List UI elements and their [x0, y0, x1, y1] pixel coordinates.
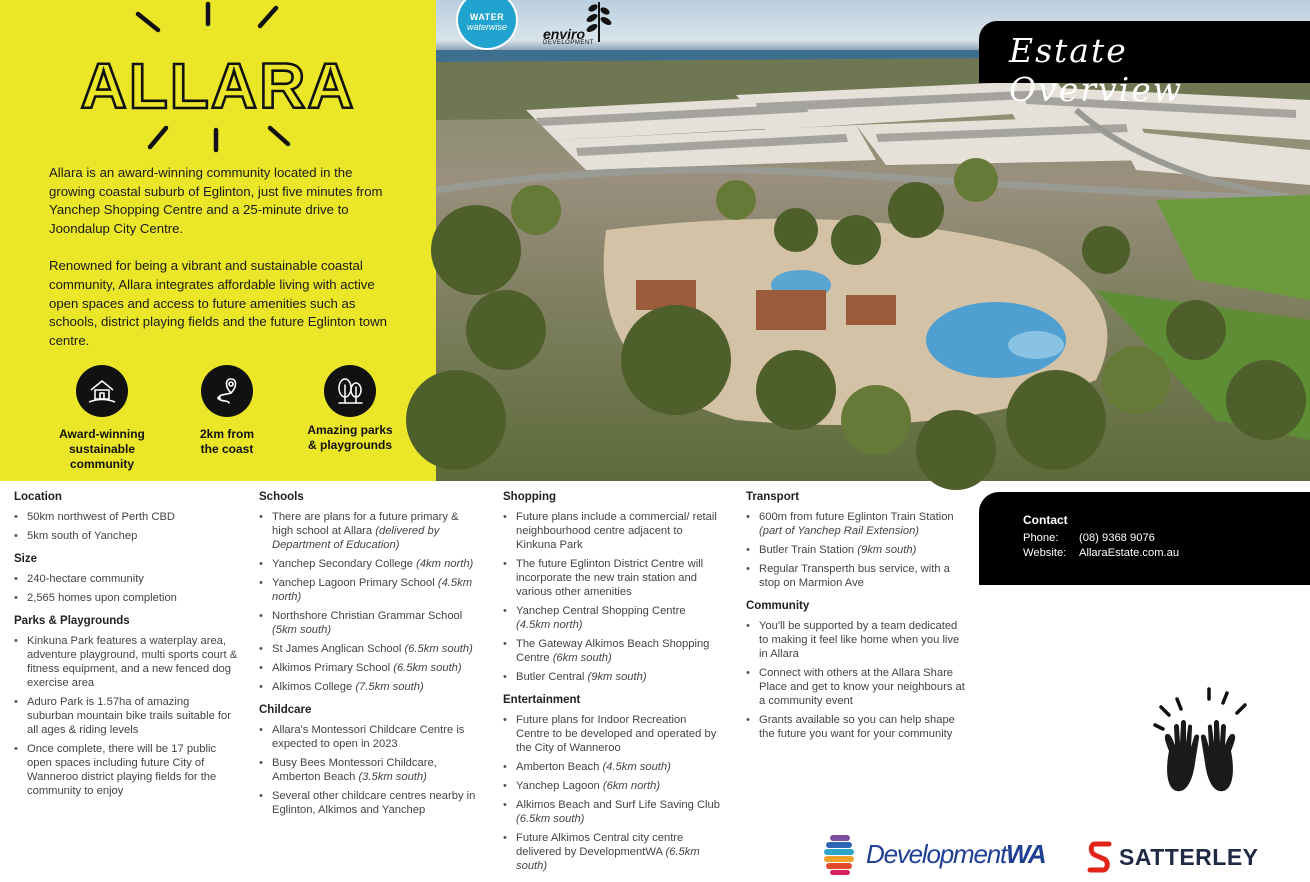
feature-2-line-1: 2km from: [199, 427, 255, 441]
shopping-section: [503, 490, 721, 684]
schools-item: • Yanchep Secondary College (4km north): [259, 557, 481, 571]
developmentwa-name: DevelopmentWA: [866, 838, 1046, 869]
phone-label: Phone:: [1023, 532, 1059, 544]
entertainment-item: • Amberton Beach (4.5km south): [503, 760, 721, 774]
feature-3-line-1: Amazing parks: [307, 423, 393, 437]
website-label: Website:: [1023, 547, 1067, 559]
feature-award-winning: [52, 365, 152, 472]
hero-panel: [0, 0, 436, 481]
developmentwa-logo: [822, 832, 1045, 876]
size-item: • 240-hectare community: [14, 572, 239, 586]
schools-item: • Alkimos College (7.5km south): [259, 680, 481, 694]
contact-heading: Contact: [1023, 513, 1068, 527]
intro-paragraph-2: Renowned for being a vibrant and sustainable coastal community, Allara integrates affordable living with active open spaces and access to future amenities such as schools, district playing fields and the future Eglinton town centre.: [49, 258, 387, 348]
parks-item: • Once complete, there will be 17 public open spaces including future City of Wanneroo district playing fields for the community to enjoy: [14, 742, 239, 798]
website-link[interactable]: AllaraEstate.com.au: [1079, 547, 1180, 559]
column-schools-childcare: [259, 490, 481, 826]
schools-item: • There are plans for a future primary & high school at Allara (delivered by Department of Education): [259, 510, 481, 552]
intro-paragraph-1: Allara is an award-winning community located in the growing coastal suburb of Eglinton, just five minutes from Yanchep Shopping Centre and a 25-minute drive to Joondalup City Centre.: [49, 165, 383, 236]
size-section: [14, 552, 239, 605]
shopping-item: • Butler Central (9km south): [503, 670, 721, 684]
location-item: • 50km northwest of Perth CBD: [14, 510, 239, 524]
phone-number[interactable]: (08) 9368 9076: [1079, 532, 1155, 544]
community-section: [746, 599, 968, 741]
feature-coast: [182, 365, 272, 457]
column-transport-community: [746, 490, 968, 750]
column-location-size-parks: [14, 490, 239, 807]
entertainment-heading: Entertainment: [503, 694, 581, 706]
schools-heading: Schools: [259, 491, 304, 503]
location-section: [14, 490, 239, 543]
intro-text: [49, 164, 399, 350]
enviro-development-badge: [541, 0, 619, 48]
community-item: • Connect with others at the Allara Share Place and get to know your neighbours at a community event: [746, 666, 968, 708]
childcare-heading: Childcare: [259, 704, 312, 716]
trees-icon: [324, 365, 376, 417]
developmentwa-mark-icon: [822, 833, 862, 875]
size-item: • 2,565 homes upon completion: [14, 591, 239, 605]
community-heading: Community: [746, 600, 810, 612]
feature-parks: [300, 365, 400, 453]
waterwise-badge-line-1: WATER: [469, 12, 505, 22]
allara-logo-text: ALLARA: [80, 50, 356, 122]
award-house-icon: [76, 365, 128, 417]
estate-overview-title: Estate Overview: [979, 21, 1310, 83]
feature-3-line-2: & playgrounds: [307, 438, 392, 452]
hands-icon: [1147, 687, 1257, 802]
size-heading: Size: [14, 553, 38, 565]
schools-item: • Northshore Christian Grammar School (5km south): [259, 609, 481, 637]
location-heading: Location: [14, 491, 62, 503]
enviro-badge-subtext: DEVELOPMENT: [543, 40, 594, 46]
waterwise-badge-line-2: waterwise: [466, 22, 507, 32]
shopping-item: • The Gateway Alkimos Beach Shopping Centre (6km south): [503, 637, 721, 665]
schools-section: [259, 490, 481, 694]
childcare-item: • Allara's Montessori Childcare Centre is expected to open in 2023: [259, 723, 481, 751]
enviro-badge-text: enviro: [543, 26, 586, 42]
shopping-item: • The future Eglinton District Centre will incorporate the new train station and various other amenities: [503, 557, 721, 599]
entertainment-item: • Future plans for Indoor Recreation Centre to be developed and operated by the City of Wanneroo: [503, 713, 721, 755]
transport-heading: Transport: [746, 491, 800, 503]
aerial-photo: [436, 0, 1310, 481]
parks-heading: Parks & Playgrounds: [14, 615, 130, 627]
transport-item: • Regular Transperth bus service, with a stop on Marmion Ave: [746, 562, 968, 590]
schools-item: • St James Anglican School (6.5km south): [259, 642, 481, 656]
feature-1-line-2: sustainable: [68, 442, 136, 456]
parks-section: [14, 614, 239, 798]
childcare-item: • Several other childcare centres nearby in Eglinton, Alkimos and Yanchep: [259, 789, 481, 817]
column-shopping-entertainment: [503, 490, 721, 882]
entertainment-section: [503, 693, 721, 873]
feature-2-line-2: the coast: [200, 442, 254, 456]
satterley-mark-icon: [1087, 840, 1113, 874]
entertainment-item: • Yanchep Lagoon (6km north): [503, 779, 721, 793]
feature-1-line-3: community: [69, 457, 134, 471]
schools-item: • Alkimos Primary School (6.5km south): [259, 661, 481, 675]
parks-item: • Kinkuna Park features a waterplay area, adventure playground, multi sports court & fitness equipment, and a new fenced dog exercise area: [14, 634, 239, 690]
contact-box: [979, 492, 1310, 585]
contact-phone-row: [1023, 531, 1310, 546]
childcare-item: • Busy Bees Montessori Childcare, Amberton Beach (3.5km south): [259, 756, 481, 784]
community-item: • Grants available so you can help shape the future you want for your community: [746, 713, 968, 741]
satterley-name: SATTERLEY: [1119, 843, 1259, 870]
entertainment-item: • Future Alkimos Central city centre delivered by DevelopmentWA (6.5km south): [503, 831, 721, 873]
shopping-item: • Yanchep Central Shopping Centre (4.5km north): [503, 604, 721, 632]
leaf-icon: [581, 0, 617, 44]
entertainment-item: • Alkimos Beach and Surf Life Saving Club (6.5km south): [503, 798, 721, 826]
contact-website-row: [1023, 546, 1310, 561]
map-pin-icon: [201, 365, 253, 417]
community-item: • You'll be supported by a team dedicated to making it feel like home when you live in Allara: [746, 619, 968, 661]
childcare-section: [259, 703, 481, 817]
satterley-logo: [1087, 840, 1259, 874]
transport-item: • 600m from future Eglinton Train Station (part of Yanchep Rail Extension): [746, 510, 968, 538]
allara-logo: [80, 2, 356, 150]
transport-item: • Butler Train Station (9km south): [746, 543, 968, 557]
location-item: • 5km south of Yanchep: [14, 529, 239, 543]
feature-1-line-1: Award-winning: [59, 427, 145, 441]
transport-section: [746, 490, 968, 590]
shopping-heading: Shopping: [503, 491, 557, 503]
parks-item: • Aduro Park is 1.57ha of amazing suburban mountain bike trails suitable for all ages & riding levels: [14, 695, 239, 737]
schools-item: • Yanchep Lagoon Primary School (4.5km north): [259, 576, 481, 604]
shopping-item: • Future plans include a commercial/ retail neighbourhood centre adjacent to Kinkuna Park: [503, 510, 721, 552]
